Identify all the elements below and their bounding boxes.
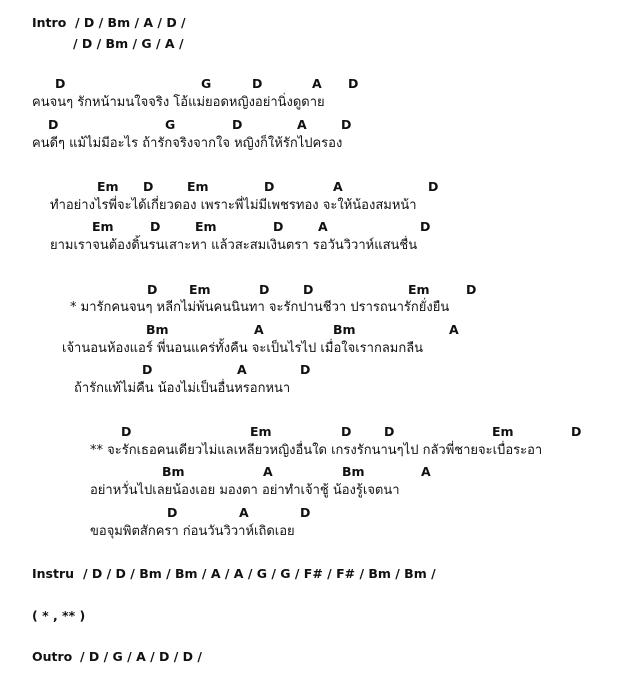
chord: D: [466, 282, 477, 297]
chord: A: [254, 322, 264, 337]
chord: Bm: [162, 464, 185, 479]
chord: Em: [408, 282, 430, 297]
chord: A: [263, 464, 273, 479]
chord: D: [341, 424, 352, 439]
chord: D: [341, 117, 352, 132]
lyric-line: ขอจุมพิตสักครา ก่อนวันวิวาห์เถิดเอย: [90, 524, 295, 539]
chord: D: [143, 179, 154, 194]
chord: D: [428, 179, 439, 194]
chord: D: [303, 282, 314, 297]
chord: A: [318, 219, 328, 234]
chord: A: [297, 117, 307, 132]
intro-chords-line2: / D / Bm / G / A /: [73, 36, 184, 51]
chord: D: [571, 424, 582, 439]
chord: Bm: [342, 464, 365, 479]
chord: Em: [250, 424, 272, 439]
outro-label: Outro: [32, 649, 73, 664]
outro-chords: / D / G / A / D / D /: [80, 649, 202, 664]
lyric-line: ยามเราจนต้องดิ้นรนเสาะหา แล้วสะสมเงินตรา รอวันวิวาห์แสนชื่น: [50, 238, 418, 253]
lyric-line: ถ้ารักแท้ไม่คืน น้องไม่เป็นอื่นหรอกหนา: [74, 381, 291, 396]
intro-label: Intro: [32, 15, 67, 30]
chord: D: [150, 219, 161, 234]
lyric-line: ทำอย่างไรพี่จะได้เกี่ยวดอง เพราะพี่ไม่มีเพชรทอง จะให้น้องสมหน้า: [50, 198, 417, 213]
chord: A: [237, 362, 247, 377]
chord: D: [232, 117, 243, 132]
chord: A: [239, 505, 249, 520]
instru-label: Instru: [32, 566, 75, 581]
instru-chords: / D / D / Bm / Bm / A / A / G / G / F# / F# / Bm / Bm /: [83, 566, 436, 581]
chord: D: [300, 505, 311, 520]
chord: A: [449, 322, 459, 337]
chord: A: [421, 464, 431, 479]
chord: D: [420, 219, 431, 234]
chord: Bm: [146, 322, 169, 337]
chord: Bm: [333, 322, 356, 337]
chord: Em: [195, 219, 217, 234]
chord: D: [55, 76, 66, 91]
lyric-line: เจ้านอนห้องแอร์ พี่นอนแคร่ทั้งคืน จะเป็นไรไป เมื่อใจเรากลมกลืน: [62, 341, 424, 356]
chord: D: [167, 505, 178, 520]
intro-chords-line1: / D / Bm / A / D /: [75, 15, 186, 30]
chord: G: [165, 117, 176, 132]
chord: Em: [187, 179, 209, 194]
chord: D: [300, 362, 311, 377]
chord: D: [264, 179, 275, 194]
chord: Em: [92, 219, 114, 234]
chord: D: [384, 424, 395, 439]
repeat-note: ( * , ** ): [32, 608, 86, 623]
chord: D: [348, 76, 359, 91]
lyric-line: * มารักคนจนๆ หลีกไม่พ้นคนนินทา จะรักปานชีวา ปรารถนารักยั่งยืน: [70, 300, 450, 315]
chord: D: [142, 362, 153, 377]
chord: D: [121, 424, 132, 439]
lyric-line: คนดีๆ แม้ไม่มีอะไร ถ้ารักจริงจากใจ หญิงก็ให้รักไปครอง: [32, 136, 343, 151]
chord: Em: [189, 282, 211, 297]
chord: Em: [97, 179, 119, 194]
chord: Em: [492, 424, 514, 439]
chord: D: [147, 282, 158, 297]
chord: A: [312, 76, 322, 91]
chord: A: [333, 179, 343, 194]
chord: D: [259, 282, 270, 297]
chord: D: [273, 219, 284, 234]
lyric-line: อย่าหวั่นไปเลยน้องเอย มองตา อย่าทำเจ้าชู้ น้องรู้เจตนา: [90, 483, 400, 498]
lyric-line: คนจนๆ รักหน้ามนใจจริง โอ้แม่ยอดหญิงอย่านิ่งดูดาย: [32, 95, 325, 110]
chord: G: [201, 76, 212, 91]
lyric-line: ** จะรักเธอคนเดียวไม่แลเหลียวหญิงอื่นใด เกรงรักนานๆไป กลัวพี่ชายจะเบื่อระอา: [90, 443, 543, 458]
chord: D: [252, 76, 263, 91]
chord: D: [48, 117, 59, 132]
